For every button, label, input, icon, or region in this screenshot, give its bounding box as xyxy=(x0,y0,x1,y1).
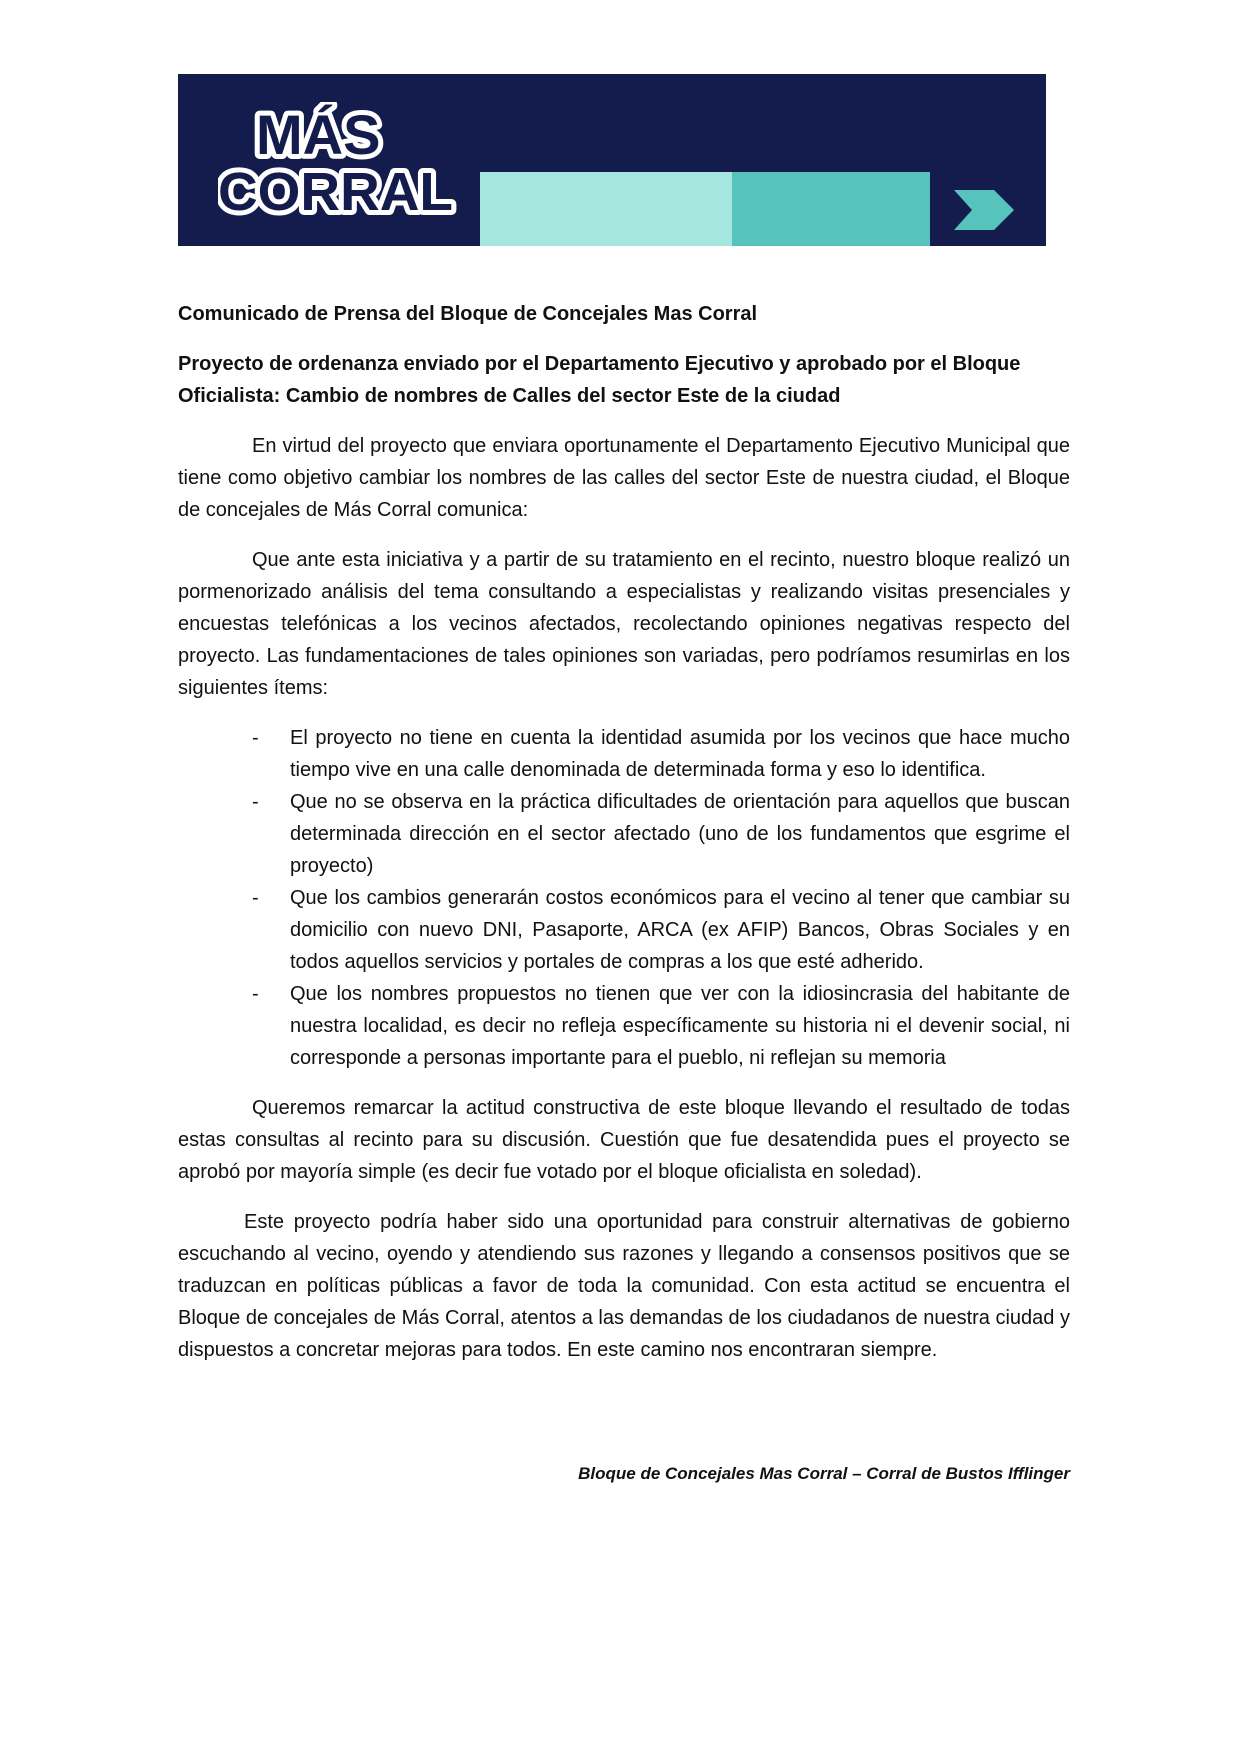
signature: Bloque de Concejales Mas Corral – Corral de Bustos Ifflinger xyxy=(578,1464,1070,1483)
list-item-text: Que los nombres propuestos no tienen que ver con la idiosincrasia del habitante de nuestra localidad, es decir no refleja específicamente su historia ni el devenir social, ni corresponde a personas importante para el pueblo, ni reflejan su memoria xyxy=(290,983,1070,1069)
list-item-text: El proyecto no tiene en cuenta la identidad asumida por los vecinos que hace mucho tiempo vive en una calle denominada de determinada forma y eso lo identifica. xyxy=(290,727,1070,781)
list-item xyxy=(178,786,1070,882)
list-item xyxy=(178,722,1070,786)
bullet-dash: - xyxy=(252,791,259,813)
mas-corral-logo xyxy=(218,102,458,220)
document-title: Comunicado de Prensa del Bloque de Concejales Mas Corral xyxy=(178,303,758,325)
header-banner xyxy=(178,74,1046,246)
document-subtitle: Proyecto de ordenanza enviado por el Departamento Ejecutivo y aprobado por el Bloque Oficialista: Cambio de nombres de Calles del sector Este de la ciudad xyxy=(178,353,1021,407)
banner-teal-band xyxy=(732,172,930,246)
opinions-list xyxy=(178,722,1070,1074)
paragraph-intro: En virtud del proyecto que enviara oportunamente el Departamento Ejecutivo Municipal que tiene como objetivo cambiar los nombres de las calles del sector Este de nuestra ciudad, el Bloque de concejales de Más Corral comunica: xyxy=(178,435,1070,521)
list-item xyxy=(178,978,1070,1074)
bullet-dash: - xyxy=(252,727,259,749)
logo-line2: CORRAL xyxy=(218,162,453,220)
banner-light-band xyxy=(480,172,732,246)
list-item xyxy=(178,882,1070,978)
list-item-text: Que no se observa en la práctica dificultades de orientación para aquellos que buscan determinada dirección en el sector afectado (uno de los fundamentos que esgrime el proyecto) xyxy=(290,791,1070,877)
bullet-dash: - xyxy=(252,983,259,1005)
paragraph-analysis: Que ante esta iniciativa y a partir de su tratamiento en el recinto, nuestro bloque realizó un pormenorizado análisis del tema consultando a especialistas y realizando visitas presenciales y encuestas telefónicas a los vecinos afectados, recolectando opiniones negativas respecto del proyecto. Las fundamentaciones de tales opiniones son variadas, pero podríamos resumirlas en los siguientes ítems: xyxy=(178,549,1070,699)
paragraph-closing: Este proyecto podría haber sido una oportunidad para construir alternativas de gobierno escuchando al vecino, oyendo y atendiendo sus razones y llegando a consensos positivos que se traduzcan en políticas públicas a favor de toda la comunidad. Con esta actitud se encuentra el Bloque de concejales de Más Corral, atentos a las demandas de los ciudadanos de nuestra ciudad y dispuestos a concretar mejoras para todos. En este camino nos encontraran siempre. xyxy=(178,1211,1070,1361)
logo-line1: MÁS xyxy=(256,103,381,166)
paragraph-constructive: Queremos remarcar la actitud constructiva de este bloque llevando el resultado de todas estas consultas al recinto para su discusión. Cuestión que fue desatendida pues el proyecto se aprobó por mayoría simple (es decir fue votado por el bloque oficialista en soledad). xyxy=(178,1097,1070,1183)
list-item-text: Que los cambios generarán costos económicos para el vecino al tener que cambiar su domicilio con nuevo DNI, Pasaporte, ARCA (ex AFIP) Bancos, Obras Sociales y en todos aquellos servicios y portales de compras a los que esté adherido. xyxy=(290,887,1070,973)
bullet-dash: - xyxy=(252,887,259,909)
chevron-arrow-icon xyxy=(948,184,1020,236)
document-body xyxy=(178,298,1070,1384)
